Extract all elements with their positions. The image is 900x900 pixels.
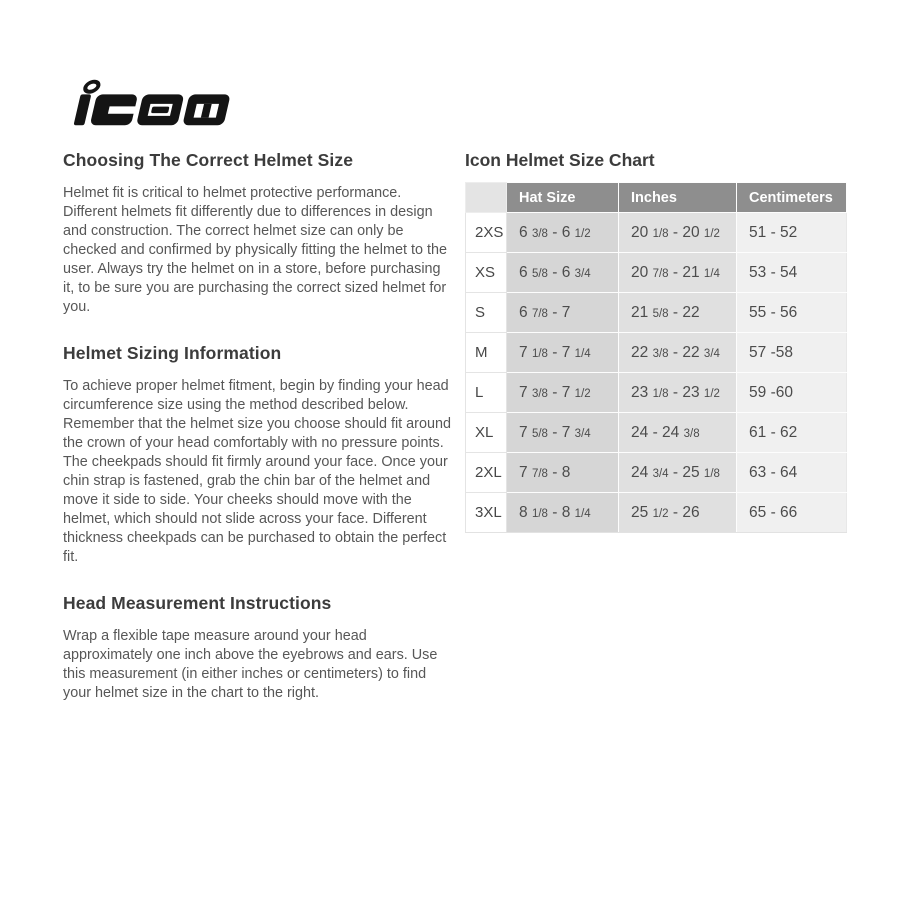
inches-cell: 20 7/8 - 21 1/4: [619, 253, 737, 293]
centimeters-cell: 59 -60: [737, 373, 847, 413]
inches-cell: 20 1/8 - 20 1/2: [619, 213, 737, 253]
size-label-cell: 3XL: [466, 493, 507, 533]
inches-cell: 22 3/8 - 22 3/4: [619, 333, 737, 373]
sizing-guide-text-column: [63, 150, 453, 703]
section-heading: Helmet Sizing Information: [63, 343, 282, 363]
hat-size-cell: 8 1/8 - 8 1/4: [507, 493, 619, 533]
hat-size-cell: 7 7/8 - 8: [507, 453, 619, 493]
table-row: [466, 293, 847, 333]
hat-size-cell: 7 5/8 - 7 3/4: [507, 413, 619, 453]
size-label-cell: 2XS: [466, 213, 507, 253]
table-row: [466, 453, 847, 493]
section-head-measurement-instructions: [63, 593, 453, 703]
inches-cell: 21 5/8 - 22: [619, 293, 737, 333]
section-body: To achieve proper helmet fitment, begin by finding your head circumference size using the method described below. Remember that the helmet size you choose should fit around the crown of your head comfortably with no pressure points. The cheekpads should fit firmly around your face. Once your chin strap is fastened, grab the chin bar of the helmet and move it side to side. Your cheeks should move with the helmet, which should not slide across your face. Different thickness cheekpads can be purchased to obtain the perfect fit.: [63, 378, 451, 565]
table-header-row: [466, 183, 847, 213]
table-header-corner-cell: [466, 183, 507, 213]
table-header-centimeters: Centimeters: [737, 183, 847, 213]
table-row: [466, 333, 847, 373]
centimeters-cell: 65 - 66: [737, 493, 847, 533]
table-row: [466, 493, 847, 533]
table-row: [466, 373, 847, 413]
helmet-size-table: [465, 182, 847, 533]
inches-cell: 24 - 24 3/8: [619, 413, 737, 453]
size-table-body: [466, 213, 847, 533]
centimeters-cell: 63 - 64: [737, 453, 847, 493]
hat-size-cell: 6 3/8 - 6 1/2: [507, 213, 619, 253]
hat-size-cell: 7 3/8 - 7 1/2: [507, 373, 619, 413]
size-label-cell: S: [466, 293, 507, 333]
centimeters-cell: 51 - 52: [737, 213, 847, 253]
inches-cell: 23 1/8 - 23 1/2: [619, 373, 737, 413]
size-label-cell: XS: [466, 253, 507, 293]
centimeters-cell: 57 -58: [737, 333, 847, 373]
table-row: [466, 253, 847, 293]
inches-cell: 25 1/2 - 26: [619, 493, 737, 533]
hat-size-cell: 6 7/8 - 7: [507, 293, 619, 333]
table-header-hat-size: Hat Size: [507, 183, 619, 213]
centimeters-cell: 53 - 54: [737, 253, 847, 293]
size-label-cell: 2XL: [466, 453, 507, 493]
inches-cell: 24 3/4 - 25 1/8: [619, 453, 737, 493]
icon-logo-graphic: [62, 79, 238, 127]
size-label-cell: XL: [466, 413, 507, 453]
icon-logo: [62, 79, 238, 127]
section-choosing-helmet-size: [63, 150, 453, 317]
table-row: [466, 413, 847, 453]
section-body: Wrap a flexible tape measure around your head approximately one inch above the eyebrows and ears. Use this measurement (in either inches or centimeters) to find your helmet size in the chart to the right.: [63, 628, 438, 701]
size-label-cell: M: [466, 333, 507, 373]
hat-size-cell: 7 1/8 - 7 1/4: [507, 333, 619, 373]
centimeters-cell: 55 - 56: [737, 293, 847, 333]
size-chart-column: [465, 150, 847, 533]
size-chart-title: Icon Helmet Size Chart: [465, 150, 655, 170]
table-header-inches: Inches: [619, 183, 737, 213]
section-helmet-sizing-information: [63, 343, 453, 567]
size-label-cell: L: [466, 373, 507, 413]
table-row: [466, 213, 847, 253]
hat-size-cell: 6 5/8 - 6 3/4: [507, 253, 619, 293]
centimeters-cell: 61 - 62: [737, 413, 847, 453]
section-heading: Choosing The Correct Helmet Size: [63, 150, 354, 170]
section-body: Helmet fit is critical to helmet protective performance. Different helmets fit differently due to differences in design and construction. The correct helmet size can only be checked and confirmed by physically fitting the helmet to the user. Always try the helmet on in a store, before purchasing it, to be sure you are purchasing the correct sized helmet for you.: [63, 185, 447, 315]
section-heading: Head Measurement Instructions: [63, 593, 332, 613]
